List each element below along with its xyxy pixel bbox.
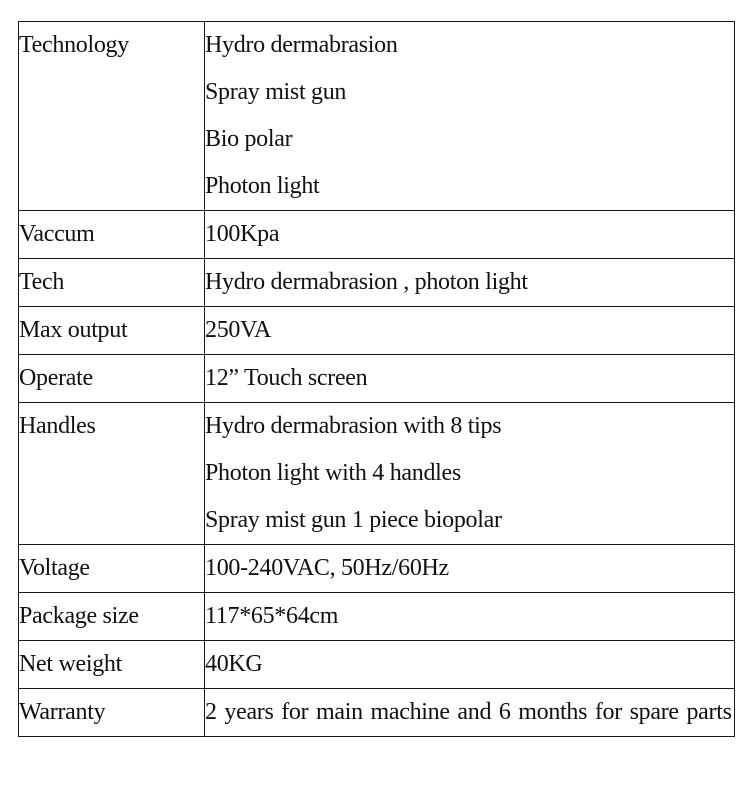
row-value-text: 2 years for main machine and 6 months for spare parts xyxy=(205,699,732,725)
row-value-cell xyxy=(205,22,735,211)
row-value-line: 12” Touch screen xyxy=(205,365,368,391)
table-row-warranty xyxy=(19,689,735,737)
row-label: Net weight xyxy=(19,651,122,677)
row-value-cell xyxy=(205,545,735,593)
row-label-cell xyxy=(19,545,205,593)
row-value-cell xyxy=(205,689,735,737)
table-row-operate xyxy=(19,355,735,403)
row-value-line: 100Kpa xyxy=(205,221,280,247)
row-label-cell xyxy=(19,689,205,737)
row-label: Package size xyxy=(19,603,139,629)
table-row-technology xyxy=(19,22,735,211)
row-value-line: Photon light with 4 handles xyxy=(205,460,461,486)
row-value-line: Hydro dermabrasion xyxy=(205,32,398,58)
spec-table xyxy=(18,21,735,737)
row-value-line: 40KG xyxy=(205,651,263,677)
row-label-cell xyxy=(19,307,205,355)
row-label-cell xyxy=(19,22,205,211)
row-label-cell xyxy=(19,259,205,307)
row-value-line: Hydro dermabrasion , photon light xyxy=(205,269,528,295)
row-value-line: 100-240VAC, 50Hz/60Hz xyxy=(205,555,449,581)
row-label: Warranty xyxy=(19,699,106,725)
row-value-cell xyxy=(205,307,735,355)
table-row-tech xyxy=(19,259,735,307)
row-value-line: Hydro dermabrasion with 8 tips xyxy=(205,413,502,439)
row-label-cell xyxy=(19,641,205,689)
row-label: Max output xyxy=(19,317,128,343)
row-label: Tech xyxy=(19,269,65,295)
row-value-cell xyxy=(205,259,735,307)
row-label: Voltage xyxy=(19,555,90,581)
row-label-cell xyxy=(19,355,205,403)
row-label: Handles xyxy=(19,413,96,439)
row-value-line: Bio polar xyxy=(205,126,293,152)
table-row-max-output xyxy=(19,307,735,355)
row-label-cell xyxy=(19,403,205,545)
table-row-vaccum xyxy=(19,211,735,259)
row-label-cell xyxy=(19,211,205,259)
row-value-cell xyxy=(205,641,735,689)
row-value-cell xyxy=(205,593,735,641)
table-row-package-size xyxy=(19,593,735,641)
row-label-cell xyxy=(19,593,205,641)
row-value-cell xyxy=(205,211,735,259)
row-label: Technology xyxy=(19,32,129,58)
row-value-line: Spray mist gun 1 piece biopolar xyxy=(205,507,502,533)
row-value-cell xyxy=(205,355,735,403)
row-value-line: Spray mist gun xyxy=(205,79,347,105)
table-row-voltage xyxy=(19,545,735,593)
row-value-cell xyxy=(205,403,735,545)
table-row-handles xyxy=(19,403,735,545)
row-value-line: 250VA xyxy=(205,317,272,343)
table-row-net-weight xyxy=(19,641,735,689)
row-label: Operate xyxy=(19,365,93,391)
row-value-line: 117*65*64cm xyxy=(205,603,339,629)
row-value-line: Photon light xyxy=(205,173,320,199)
row-label: Vaccum xyxy=(19,221,95,247)
